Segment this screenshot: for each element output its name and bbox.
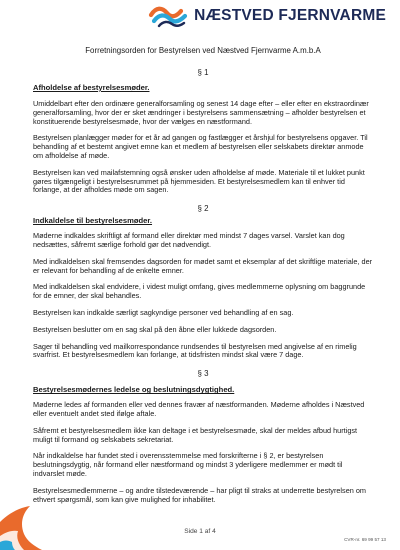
paragraph-mark: § 2 [197,204,209,214]
body-paragraph: Bestyrelsen kan ved mailafstemning også ønsker uden afholdelse af møde. Materiale til et lukket punkt gøres tilgængeligt i bestyrelsesrummet på hjemmesiden. Et bestyrelsesmedlem kan til enhver tid forlange, at der afholdes møde om sagen. [33,167,365,195]
cvr-number: CVR-nr. 69 99 57 13 [344,537,386,542]
section-2 [33,204,373,360]
section-heading: Afholdelse af bestyrelsesmøder. [33,83,150,92]
company-logo [148,4,386,28]
body-paragraph: Med indkaldelsen skal fremsendes dagsorden for mødet samt et eksemplar af det skriftlige materiale, der er relevant for behandling af de enkelte emner. [33,256,373,275]
paragraph-mark: § 3 [197,369,209,379]
section-heading: Bestyrelsesmødernes ledelse og beslutningsdygtighed. [33,385,235,395]
body-paragraph: Bestyrelsen kan indkalde særligt sagkyndige personer ved behandling af en sag. [33,307,294,317]
section-heading: Indkaldelse til bestyrelsesmøder. [33,216,153,226]
section-1 [33,68,373,195]
body-paragraph: Når indkaldelse har fundet sted i overensstemmelse med forskrifterne i § 2, er bestyrelsen beslutningsdygtig, når formand eller næstformand og mindst 3 yderligere medlemmer er mødt til indvarslet møde. [33,451,343,478]
flame-wave-icon [148,4,190,28]
body-paragraph: Såfremt et bestyrelsesmedlem ikke kan deltage i et bestyrelsesmøde, skal der meldes afbud hurtigst muligt til formand og selskabets sekretariat. [33,425,358,444]
body-paragraph: Møderne ledes af formanden eller ved dennes fravær af næstformanden. Møderne afholdes i Næstved eller eventuelt andet sted ifølge aftale. [33,400,365,418]
body-paragraph: Med indkaldelsen skal endvidere, i videst muligt omfang, gives medlemmerne oplysning om baggrunde for de emner, der skal behandles. [33,282,366,301]
document-body [33,46,373,504]
document-title: Forretningsorden for Bestyrelsen ved Næstved Fjernvarme A.m.b.A [85,46,321,55]
footer-wave-decoration [0,504,46,550]
paragraph-mark: § 1 [197,68,209,77]
section-3 [33,369,373,504]
page-number: Side 1 af 4 [184,528,216,535]
body-paragraph: Møderne indkaldes skriftligt af formand eller direktør med mindst 7 dages varsel. Varslet kan dog nedsættes, såfremt særlige forhold gør det nødvendigt. [33,231,345,249]
body-paragraph: Sager til behandling ved mailkorrespondance rundsendes til bestyrelsen med angivelse af en rimelig svarfrist. Et bestyrelsesmedlem kan forlange, at tidsfristen mindst skal være 7 dage. [33,341,357,360]
body-paragraph: Bestyrelsen beslutter om en sag skal på den åbne eller lukkede dagsorden. [33,324,277,334]
brand-name: NÆSTVED FJERNVARME [194,7,386,24]
body-paragraph: Bestyrelsen planlægger møder for et år ad gangen og fastlægger et årshjul for bestyrelsens opgaver. Til behandling af et bestemt angivet emne kan et medlem af bestyrelsen eller selskabets direktør anmode om afholdelse af møde. [33,133,368,160]
body-paragraph: Bestyrelsesmedlemmerne – og andre tilstedeværende – har pligt til straks at underrette bestyrelsen om ethvert spørgsmål, som kan give mulighed for inhabilitet. [33,485,366,504]
body-paragraph: Umiddelbart efter den ordinære generalforsamling og senest 14 dage efter – eller efter en ekstraordinær generalforsamling, hvor der er sket ændringer i bestyrelsens sammensætning – afholder bestyrelsen et konstituerende bestyrelsesmøde, hvor der vælges en næstformand. [33,99,369,126]
